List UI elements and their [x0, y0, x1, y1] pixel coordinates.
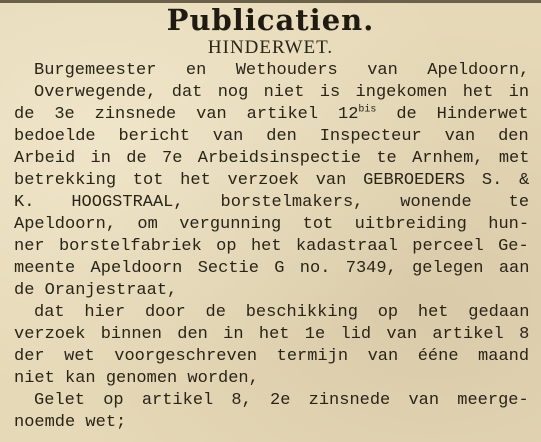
text-line-8: Apeldoorn, om vergunning tot uitbreiding hun-	[14, 215, 530, 234]
text-line-6: betrekking tot het verzoek van GEBROEDERS S. &	[14, 171, 530, 190]
text-line-2: Overwegende, dat nog niet is ingekomen het in	[34, 83, 530, 102]
text-line-3-part-b: de Hinderwet	[376, 105, 529, 124]
text-line-17: noemde wet;	[14, 413, 127, 432]
text-line-12: dat hier door de beschikking op het gedaan	[34, 303, 530, 322]
section-heading: Publicatien.	[166, 3, 375, 37]
text-line-3	[14, 104, 528, 126]
text-line-14: der wet voorgeschreven termijn van ééne maand	[14, 347, 530, 366]
text-line-7: K. HOOGSTRAAL, borstelmakers, wonende te	[14, 193, 530, 212]
text-line-4: bedoelde bericht van den Inspecteur van den	[14, 127, 529, 146]
text-line-16: Gelet op artikel 8, 2e zinsnede van meerge-	[34, 391, 529, 410]
superscript-bis: bis	[358, 104, 377, 116]
text-line-15: niet kan genomen worden,	[14, 369, 259, 388]
text-line-13: verzoek binnen den in het 1e lid van artikel 8	[14, 325, 530, 344]
text-line-11: de Oranjestraat,	[14, 281, 178, 300]
text-line-10: meente Apeldoorn Sectie G no. 7349, gelegen aan	[14, 259, 530, 278]
text-line-3-part-a: de 3e zinsnede van artikel 12	[14, 105, 359, 124]
text-line-9: ner borstelfabriek op het kadastraal perceel Ge-	[14, 237, 529, 256]
text-line-5: Arbeid in de 7e Arbeidsinspectie te Arnhem, met	[14, 149, 530, 168]
text-line-1: Burgemeester en Wethouders van Apeldoorn,	[34, 61, 530, 80]
act-title: HINDERWET.	[207, 37, 334, 58]
